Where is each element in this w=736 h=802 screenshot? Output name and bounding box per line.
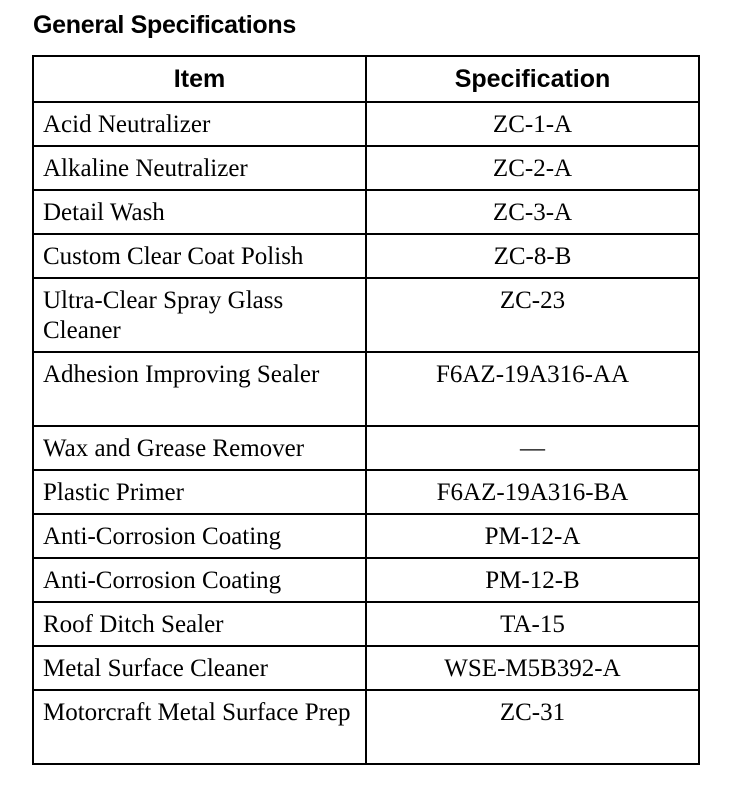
item-cell: Roof Ditch Sealer (33, 602, 366, 646)
table-row (33, 558, 699, 602)
item-cell: Wax and Grease Remover (33, 426, 366, 470)
specification-cell: ZC-1-A (366, 102, 699, 146)
table-header-row (33, 56, 699, 102)
item-cell: Detail Wash (33, 190, 366, 234)
item-cell: Plastic Primer (33, 470, 366, 514)
page-title: General Specifications (33, 11, 296, 39)
table-row (33, 190, 699, 234)
item-cell: Anti-Corrosion Coating (33, 514, 366, 558)
item-cell: Metal Surface Cleaner (33, 646, 366, 690)
item-cell: Anti-Corrosion Coating (33, 558, 366, 602)
specification-cell: F6AZ-19A316-AA (366, 352, 699, 426)
column-header-item: Item (33, 56, 366, 102)
specification-cell: ZC-2-A (366, 146, 699, 190)
table-row (33, 278, 699, 352)
item-cell: Ultra-Clear Spray Glass Cleaner (33, 278, 366, 352)
table-row (33, 470, 699, 514)
table-row (33, 690, 699, 764)
table-row (33, 352, 699, 426)
specification-cell: ZC-8-B (366, 234, 699, 278)
table-row (33, 514, 699, 558)
table-row (33, 646, 699, 690)
item-cell: Acid Neutralizer (33, 102, 366, 146)
table-row (33, 102, 699, 146)
column-header-specification: Specification (366, 56, 699, 102)
specification-cell: ZC-3-A (366, 190, 699, 234)
table-row (33, 602, 699, 646)
table-row (33, 146, 699, 190)
specification-cell: ZC-31 (366, 690, 699, 764)
specification-cell: ZC-23 (366, 278, 699, 352)
item-cell: Adhesion Improving Sealer (33, 352, 366, 426)
item-cell: Custom Clear Coat Polish (33, 234, 366, 278)
specification-cell: F6AZ-19A316-BA (366, 470, 699, 514)
specifications-table (32, 55, 700, 765)
specification-cell: WSE-M5B392-A (366, 646, 699, 690)
specification-cell: TA-15 (366, 602, 699, 646)
table-row (33, 234, 699, 278)
item-cell: Motorcraft Metal Surface Prep (33, 690, 366, 764)
item-cell: Alkaline Neutralizer (33, 146, 366, 190)
specification-cell: — (366, 426, 699, 470)
specification-cell: PM-12-A (366, 514, 699, 558)
table-row (33, 426, 699, 470)
specification-cell: PM-12-B (366, 558, 699, 602)
